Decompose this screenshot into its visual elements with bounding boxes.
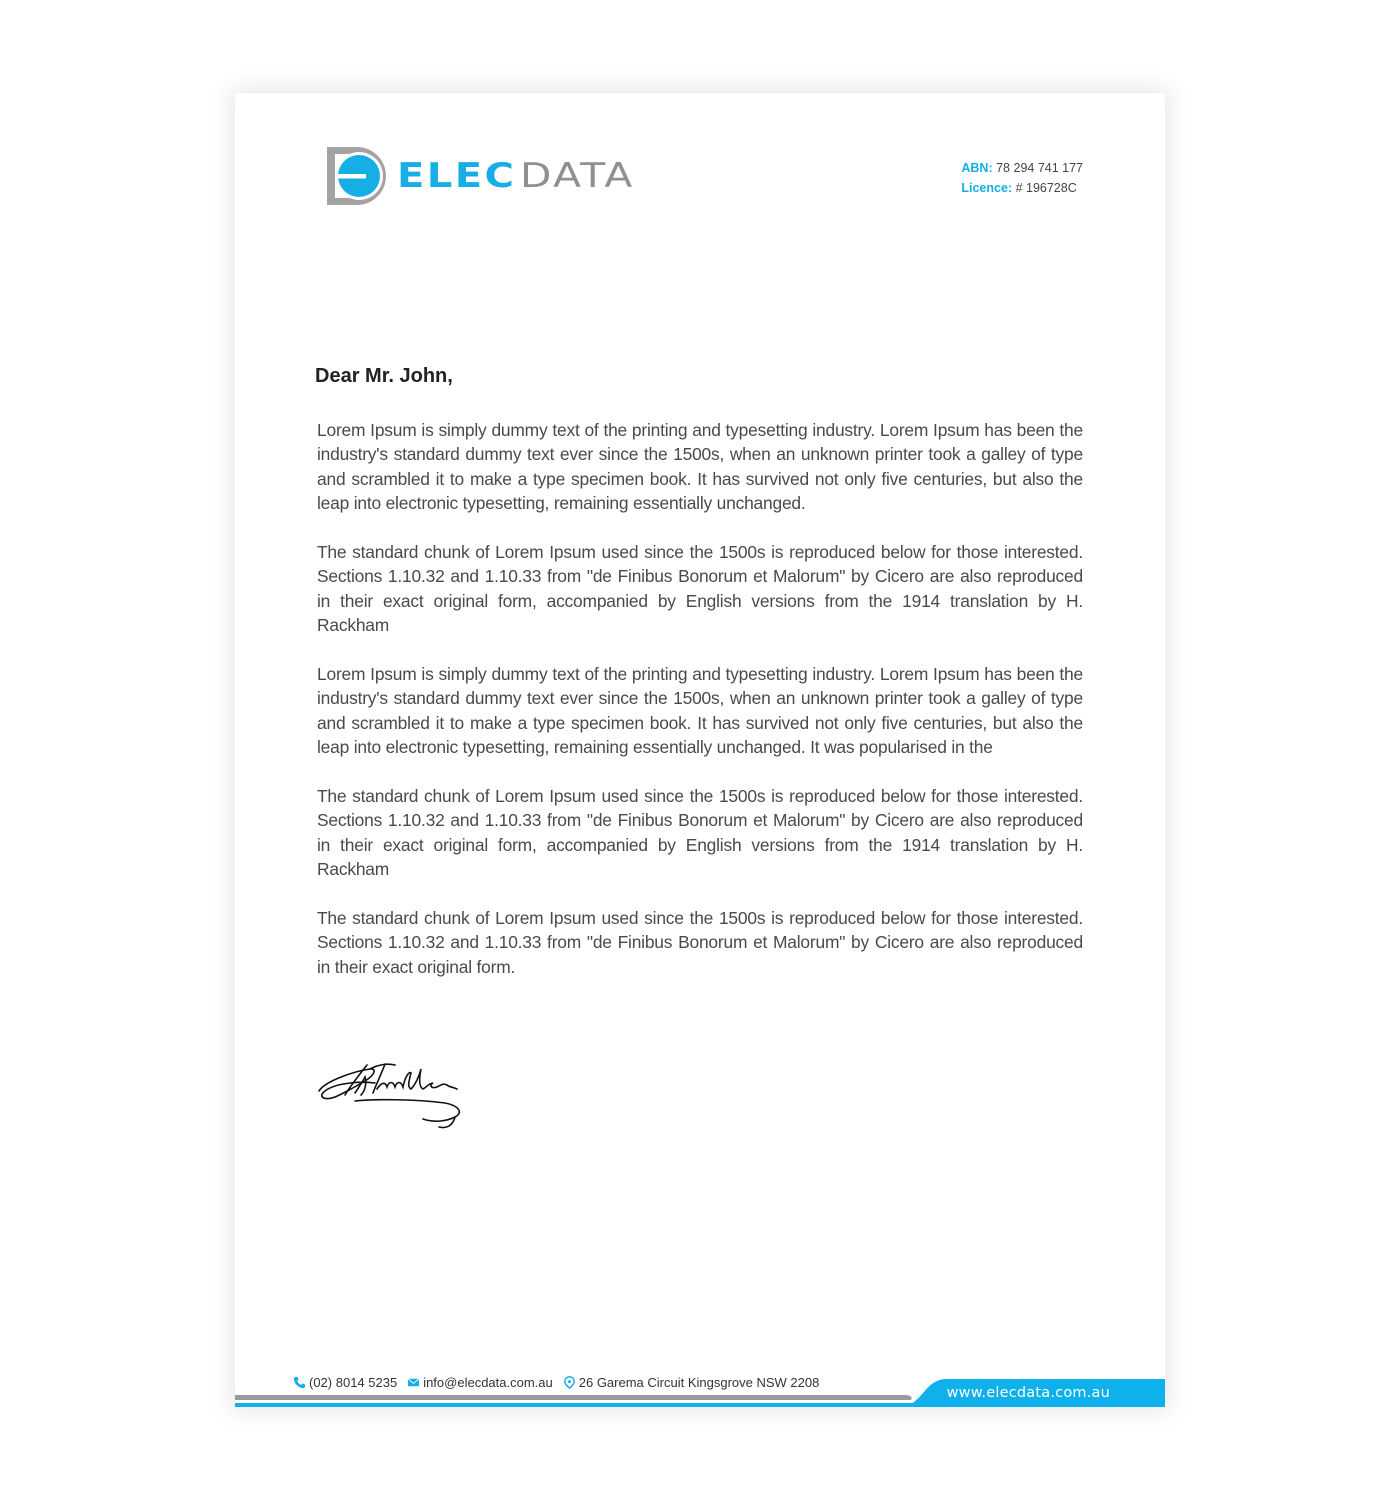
- salutation: Dear Mr. John,: [315, 365, 453, 387]
- paragraph: Lorem Ipsum is simply dummy text of the printing and typesetting industry. Lorem Ipsum has been the industry's standard dummy text ever since the 1500s, when an unknown printer took a galley of type and scrambled it to make a type specimen book. It has survived not only five centuries, but also the leap into electronic typesetting, remaining essentially unchanged. It was popularised in the: [317, 664, 1083, 758]
- letter-body: [317, 418, 1083, 1004]
- email-text: info@elecdata.com.au: [423, 1375, 553, 1390]
- address-text: 26 Garema Circuit Kingsgrove NSW 2208: [578, 1375, 820, 1390]
- paragraph: The standard chunk of Lorem Ipsum used since the 1500s is reproduced below for those interested. Sections 1.10.32 and 1.10.33 from "de Finibus Bonorum et Malorum" by Cicero are also reproduced in their exact original form.: [317, 908, 1083, 977]
- paragraph: The standard chunk of Lorem Ipsum used since the 1500s is reproduced below for those interested. Sections 1.10.32 and 1.10.33 from "de Finibus Bonorum et Malorum" by Cicero are also reproduced in their exact original form, accompanied by English versions from the 1914 translation by H. Rackham: [317, 542, 1083, 636]
- licence-value: # 196728C: [1015, 181, 1077, 195]
- elecdata-logo-icon: [325, 145, 387, 207]
- logo-text-elec: ELEC: [397, 156, 517, 196]
- signature-image: [315, 1051, 465, 1131]
- logo-text-data: DATA: [520, 156, 635, 196]
- abn-line: [961, 158, 1083, 178]
- licence-label: Licence:: [961, 181, 1013, 195]
- letterhead-page: [235, 93, 1165, 1407]
- company-logo: [325, 145, 635, 207]
- company-registry: [961, 158, 1083, 198]
- abn-value: 78 294 741 177: [996, 161, 1083, 175]
- licence-line: [961, 178, 1083, 198]
- phone-text: (02) 8014 5235: [309, 1375, 398, 1390]
- paragraph: Lorem Ipsum is simply dummy text of the printing and typesetting industry. Lorem Ipsum has been the industry's standard dummy text ever since the 1500s, when an unknown printer took a galley of type and scrambled it to make a type specimen book. It has survived not only five centuries, but also the leap into electronic typesetting, remaining essentially unchanged.: [317, 420, 1083, 514]
- abn-label: ABN:: [961, 161, 993, 175]
- paragraph: The standard chunk of Lorem Ipsum used since the 1500s is reproduced below for those interested. Sections 1.10.32 and 1.10.33 from "de Finibus Bonorum et Malorum" by Cicero are also reproduced in their exact original form, accompanied by English versions from the 1914 translation by H. Rackham: [317, 786, 1083, 880]
- logo-wordmark: [397, 156, 635, 196]
- website-link[interactable]: www.elecdata.com.au: [946, 1385, 1110, 1401]
